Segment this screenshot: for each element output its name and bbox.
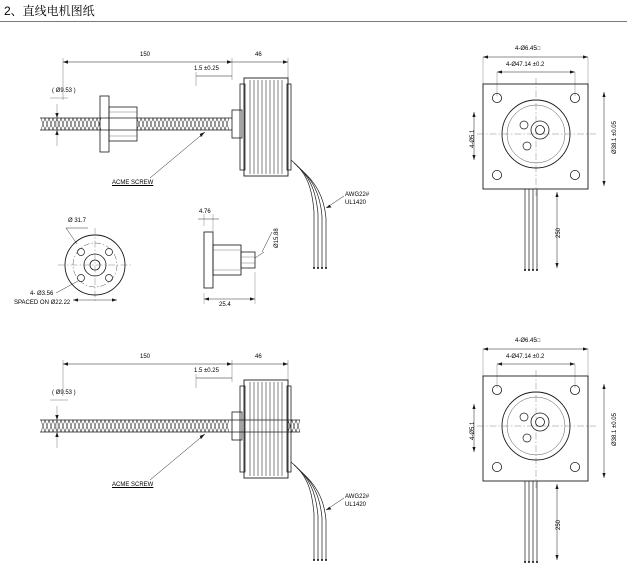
note-wire-spec-bottom: UL1420	[345, 502, 367, 508]
end-view-geometry	[56, 228, 132, 302]
dim-overall-length-bottom: 150	[140, 354, 151, 360]
dim-tolerance-bottom: 1.5 ±0.25	[194, 368, 219, 374]
dim-depth-bottom: 4-Ø5.1	[470, 421, 476, 440]
front-view-top-geometry	[472, 55, 605, 270]
dim-bolt-circle-bottom: 4-Ø47.14 ±0.2	[506, 354, 545, 360]
dim-hole-pattern-bottom: 4-Ø6.45□	[515, 338, 541, 344]
dim-pilot-dia-top: Ø38.1 ±0.05	[612, 121, 618, 154]
note-wire-spec-top: UL1420	[345, 200, 367, 206]
dim-bushing-length: 25.4	[219, 302, 231, 308]
note-wire-gauge-top: AWG22#	[345, 192, 370, 198]
dim-bolt-circle-top: 4-Ø47.14 ±0.2	[506, 62, 545, 68]
note-acme-screw-top: ACME SCREW	[112, 180, 154, 186]
dim-hole-spacing: SPACED ON Ø22.22	[14, 300, 71, 306]
dim-wire-length-bottom: 250	[556, 519, 562, 530]
note-wire-gauge-bottom: AWG22#	[345, 494, 370, 500]
dim-body-length-top: 46	[255, 52, 262, 58]
note-acme-screw-bottom: ACME SCREW	[112, 482, 154, 488]
dim-shaft-dia-top: ( Ø9.53 )	[52, 88, 76, 94]
page-header	[0, 0, 627, 24]
dim-flange-dia: Ø 31.7	[68, 218, 87, 224]
dim-hole-dia: 4- Ø3.56	[30, 291, 54, 297]
dim-shaft-dia-bottom: ( Ø9.53 )	[52, 390, 76, 396]
dim-wire-length-top: 250	[556, 227, 562, 238]
dim-bore-dia: Ø15.88	[274, 228, 280, 248]
dim-overall-length-top: 150	[140, 52, 151, 58]
dim-body-length-bottom: 46	[255, 354, 262, 360]
dim-depth-top: 4-Ø5.1	[470, 129, 476, 148]
front-view-bottom-geometry	[472, 347, 605, 562]
dim-tolerance-top: 1.5 ±0.25	[194, 66, 219, 72]
dim-hole-pattern-top: 4-Ø6.45□	[515, 46, 541, 52]
bushing-detail-geometry	[198, 214, 272, 304]
dim-step-length: 4.76	[199, 209, 211, 215]
dim-pilot-dia-bottom: Ø38.1 ±0.05	[612, 413, 618, 446]
side-view-bottom-geometry	[40, 360, 344, 560]
page-title: 2、直线电机图纸	[4, 4, 95, 18]
side-view-top-geometry	[40, 58, 344, 268]
header-divider	[0, 21, 627, 22]
